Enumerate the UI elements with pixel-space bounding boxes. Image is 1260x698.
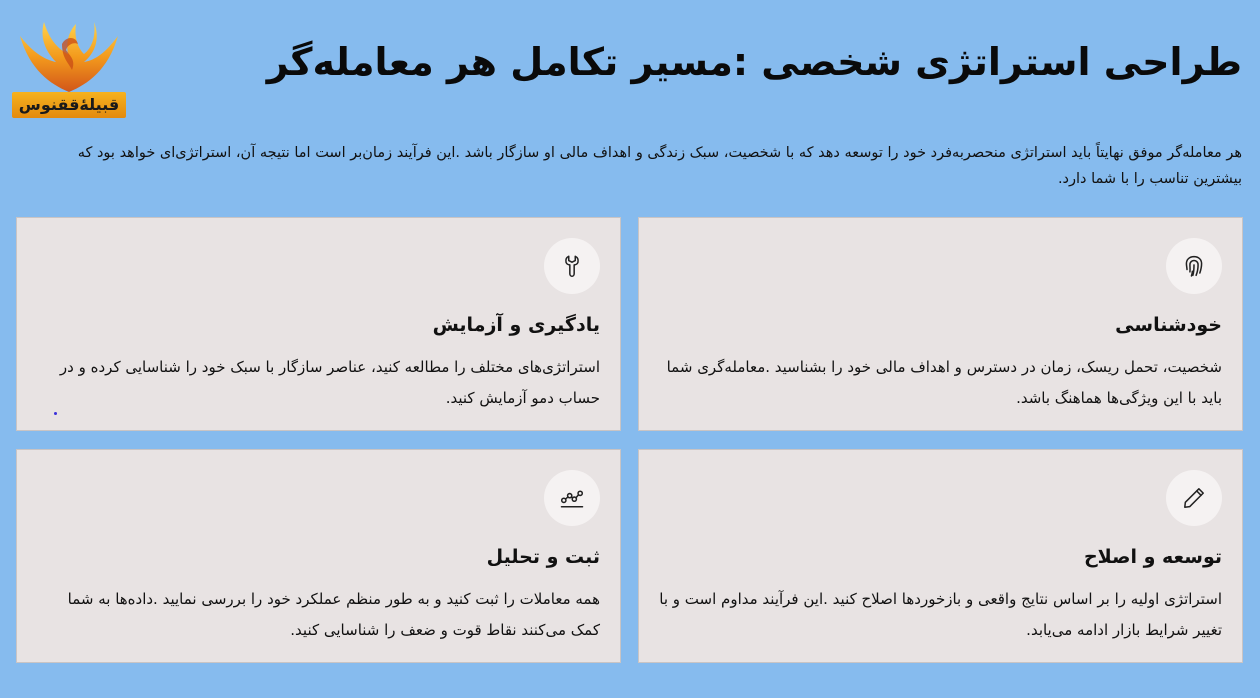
cursor-dot <box>54 412 57 415</box>
analytics-icon <box>558 484 586 512</box>
phoenix-logo <box>10 14 128 120</box>
wrench-icon <box>559 253 585 279</box>
card-title: خودشناسی <box>1115 314 1222 336</box>
card-develop-refine <box>638 449 1243 663</box>
card-description: استراتژی اولیه را بر اساس نتایج واقعی و بازخوردها اصلاح کنید .این فرآیند مداوم است و با تغییر شرایط بازار ادامه می‌یابد. <box>659 590 1222 639</box>
card-title: یادگیری و آزمایش <box>432 314 600 336</box>
card-icon-badge <box>1166 470 1222 526</box>
card-learning-testing <box>16 217 621 431</box>
intro-paragraph: هر معامله‌گر موفق نهایتاً باید استراتژی منحصربه‌فرد خود را توسعه دهد که با شخصیت، سبک زندگی و اهداف مالی او سازگار باشد .این فرآیند زمان‌بر است اما نتیجه آن، استراتژی‌ای خواهد بود که بیشترین تناسب را با شما دارد. <box>77 145 1242 187</box>
logo-wordmark: قبیلهٔ‌ققنوس <box>12 92 126 118</box>
card-self-knowledge <box>638 217 1243 431</box>
card-title: توسعه و اصلاح <box>1083 546 1222 568</box>
fingerprint-icon <box>1180 252 1208 280</box>
card-icon-badge <box>544 238 600 294</box>
card-icon-badge <box>544 470 600 526</box>
pencil-icon <box>1181 485 1207 511</box>
card-icon-badge <box>1166 238 1222 294</box>
card-record-analyze <box>16 449 621 663</box>
card-description: شخصیت، تحمل ریسک، زمان در دسترس و اهداف مالی خود را بشناسید .معامله‌گری شما باید با این ویژگی‌ها هماهنگ باشد. <box>666 358 1222 407</box>
phoenix-icon <box>10 14 128 98</box>
card-title: ثبت و تحلیل <box>486 546 600 568</box>
card-description: همه معاملات را ثبت کنید و به طور منظم عملکرد خود را بررسی نمایید .داده‌ها به شما کمک می‌کنند نقاط قوت و ضعف را شناسایی کنید. <box>67 590 600 639</box>
card-description: استراتژی‌های مختلف را مطالعه کنید، عناصر سازگار با سبک خود را شناسایی کرده و در حساب دمو آزمایش کنید. <box>59 358 600 407</box>
page-title: طراحی استراتژی شخصی :مسیر تکامل هر معامله‌گر <box>266 40 1242 84</box>
